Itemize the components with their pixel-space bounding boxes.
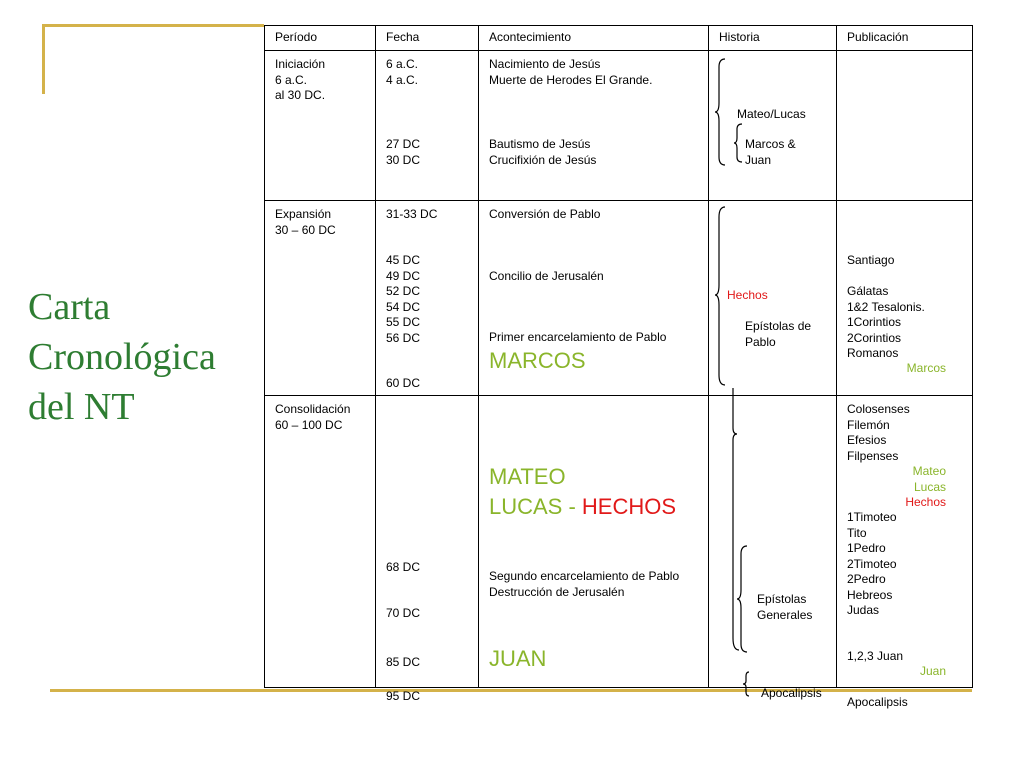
period-text: Consolidación — [275, 402, 351, 416]
date-text: 27 DC — [386, 137, 421, 151]
header-period: Período — [265, 26, 376, 51]
event-highlight: JUAN — [489, 646, 547, 671]
chronology-table — [264, 25, 973, 709]
history-cell — [709, 51, 837, 201]
header-publication: Publicación — [837, 26, 973, 51]
event-text: Primer encarcelamiento de Pablo — [489, 330, 667, 344]
date-text: 56 DC — [386, 330, 421, 345]
history-text: Apocalipsis — [761, 686, 822, 700]
history-text: Epístolas de — [745, 319, 812, 333]
period-cell — [265, 201, 376, 396]
event-highlight: HECHOS — [581, 494, 677, 519]
publication-text: 1&2 Tesalonis. — [847, 299, 925, 314]
history-text: Epístolas — [757, 592, 807, 606]
event-cell — [479, 201, 709, 396]
header-date: Fecha — [376, 26, 479, 51]
table-row — [265, 396, 973, 688]
date-cell — [376, 396, 479, 703]
date-text: 6 a.C. — [386, 57, 419, 71]
publication-gospel: Mateo — [912, 464, 946, 478]
publication-text: Hebreos — [847, 587, 893, 602]
date-cell — [376, 51, 479, 201]
date-text: 55 DC — [386, 315, 421, 329]
date-text: 45 DC — [386, 253, 421, 267]
publication-cell — [837, 396, 973, 709]
history-brace — [737, 544, 751, 656]
publication-text: 2Corintios — [847, 330, 902, 345]
publication-text: 1Timoteo — [847, 510, 897, 524]
publication-text: Santiago — [847, 253, 895, 267]
publication-gospel: Marcos — [906, 361, 946, 375]
event-highlight: LUCAS - — [489, 494, 582, 519]
publication-text: 2Timoteo — [847, 556, 897, 571]
date-text: 49 DC — [386, 268, 421, 283]
publication-text: Filpenses — [847, 448, 899, 463]
header-history: Historia — [709, 26, 837, 51]
table-row — [265, 51, 973, 201]
decorative-rule-top — [42, 24, 264, 27]
period-cell — [265, 51, 376, 201]
publication-text: Tito — [847, 525, 867, 540]
title-line: del NT — [28, 386, 135, 428]
history-text: Pablo — [745, 334, 776, 349]
header-row — [265, 26, 973, 51]
header-event: Acontecimiento — [479, 26, 709, 51]
date-text: 95 DC — [386, 689, 421, 703]
slide-title — [28, 282, 258, 432]
publication-text: 1Corintios — [847, 315, 902, 329]
event-highlight: MATEO — [489, 464, 566, 489]
date-text: 54 DC — [386, 299, 421, 314]
date-cell — [376, 201, 479, 396]
publication-text: Gálatas — [847, 284, 889, 298]
date-text: 68 DC — [386, 560, 421, 574]
publication-gospel: Lucas — [913, 479, 946, 494]
period-text: 30 – 60 DC — [275, 222, 336, 237]
table-row — [265, 201, 973, 396]
event-text: Destrucción de Jerusalén — [489, 584, 625, 599]
publication-text: 1,2,3 Juan — [847, 649, 904, 663]
publication-text: 1Pedro — [847, 541, 886, 555]
decorative-rule-bottom — [50, 689, 972, 692]
publication-text: Apocalipsis — [847, 695, 908, 709]
history-cell — [709, 201, 837, 396]
period-text: al 30 DC. — [275, 88, 326, 102]
event-cell — [479, 396, 709, 688]
period-text: 60 – 100 DC — [275, 417, 343, 432]
date-text: 70 DC — [386, 606, 421, 620]
event-text: Muerte de Herodes El Grande. — [489, 72, 653, 87]
publication-gospel: Juan — [919, 664, 946, 678]
publication-text: Judas — [847, 603, 880, 617]
history-text: Marcos & — [745, 137, 796, 151]
history-text: Hechos — [727, 288, 768, 302]
event-text: Segundo encarcelamiento de Pablo — [489, 569, 680, 583]
title-line: Cronológica — [28, 336, 216, 378]
history-text: Generales — [757, 607, 813, 622]
event-text: Conversión de Pablo — [489, 207, 601, 221]
history-brace — [715, 57, 735, 167]
period-text: Iniciación — [275, 57, 326, 71]
title-line: Carta — [28, 286, 111, 328]
date-text: 31-33 DC — [386, 207, 438, 221]
publication-text: Romanos — [847, 346, 899, 360]
event-text: Bautismo de Jesús — [489, 137, 591, 151]
date-text: 52 DC — [386, 284, 421, 298]
history-text: Mateo/Lucas — [737, 107, 806, 121]
history-cell — [709, 396, 837, 700]
publication-text: Efesios — [847, 433, 887, 447]
period-cell — [265, 396, 376, 688]
publication-cell — [837, 51, 973, 201]
history-brace — [743, 671, 755, 697]
publication-text: Colosenses — [847, 402, 910, 416]
publication-text: 2Pedro — [847, 572, 886, 586]
period-text: Expansión — [275, 207, 332, 221]
event-highlight: MARCOS — [489, 348, 586, 373]
publication-acts: Hechos — [905, 495, 946, 509]
history-text: Juan — [745, 152, 772, 167]
date-text: 60 DC — [386, 376, 421, 390]
period-text: 6 a.C. — [275, 72, 308, 87]
publication-text: Filemón — [847, 417, 890, 432]
publication-cell — [837, 201, 973, 396]
event-text: Nacimiento de Jesús — [489, 57, 601, 71]
event-text: Concilio de Jerusalén — [489, 269, 604, 283]
date-text: 30 DC — [386, 152, 421, 167]
decorative-rule-left — [42, 24, 45, 94]
event-cell — [479, 51, 709, 201]
date-text: 85 DC — [386, 655, 421, 669]
date-text: 4 a.C. — [386, 72, 419, 87]
event-text: Crucifixión de Jesús — [489, 152, 597, 167]
